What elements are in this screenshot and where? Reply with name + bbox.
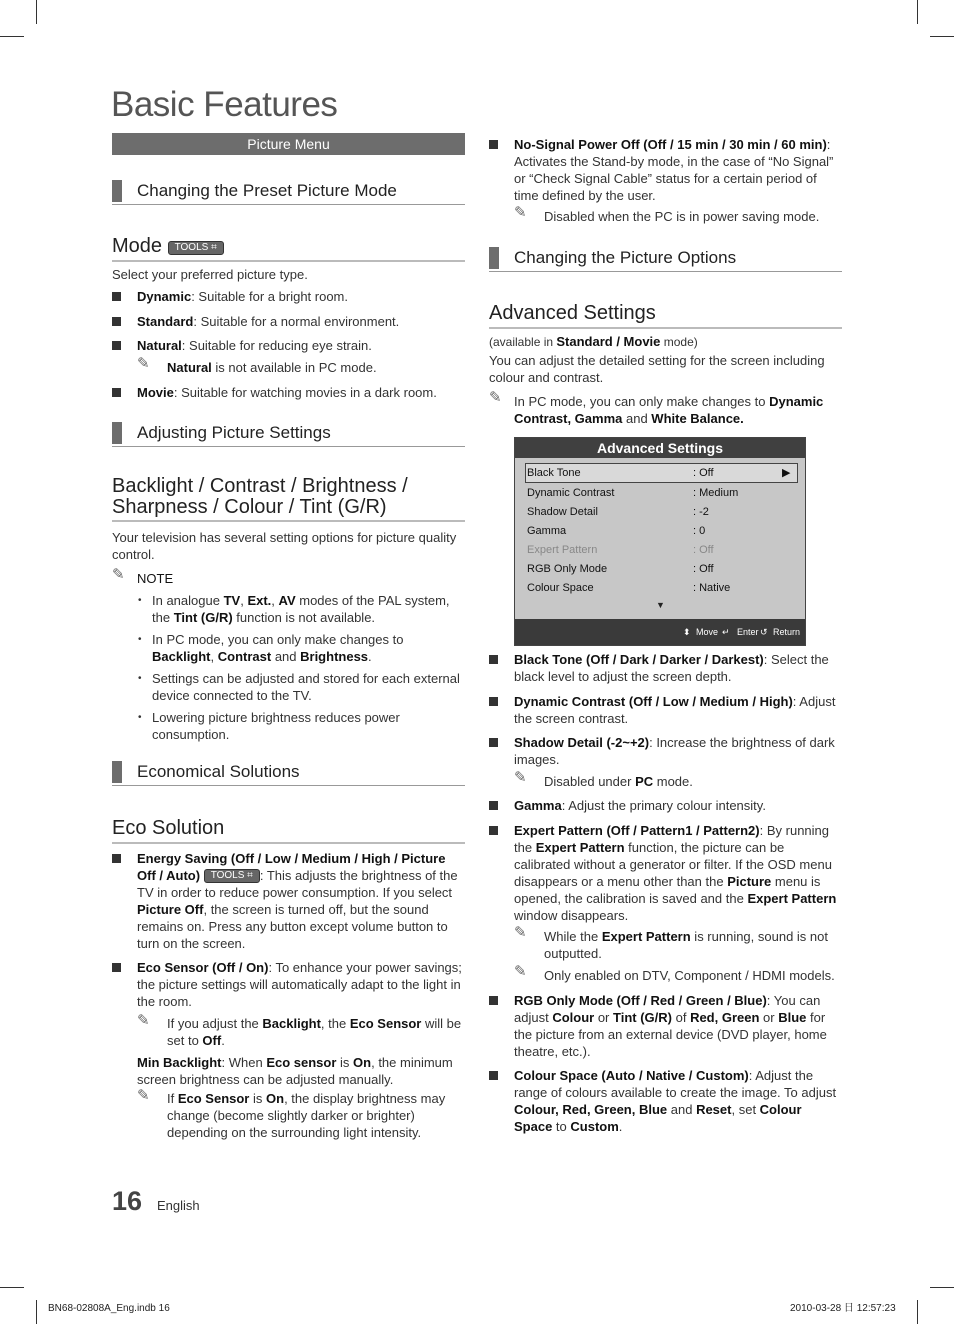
list-item: RGB Only Mode (Off / Red / Green / Blue): You can adjust Colour or Tint (G/R) of Red, Green or Blue for the picture from an external device (DVD player, home theatre, etc.). [489,992,841,1060]
pencil-note-icon: ✎ [514,204,527,221]
tools-badge: TOOLS ⌗ [168,241,224,255]
note-label: NOTE [137,571,174,586]
osd-row-rgb-only-mode[interactable]: RGB Only Mode : Off [527,563,714,575]
osd-row-gamma[interactable]: Gamma : 0 [527,525,706,537]
list-item: Dynamic Contrast (Off / Low / Medium / High): Adjust the screen contrast. [489,693,841,727]
natural-note: Natural is not available in PC mode. [167,360,377,375]
osd-title: Advanced Settings [515,438,805,458]
list-item: Colour Space (Auto / Native / Custom): Adjust the range of colours available to create the image. To adjust Colour, Red, Green, Blue and Reset, set Colour Space to Custom. [489,1067,841,1135]
scroll-down-icon[interactable]: ▼ [656,600,665,610]
shadow-note: Disabled under PC mode. [544,774,693,789]
list-item: Shadow Detail (-2~+2): Increase the brightness of dark images. [489,734,841,768]
enter-icon: ↵ [722,627,730,637]
list-item: Standard: Suitable for a normal environment. [112,313,464,330]
list-item: Eco Sensor (Off / On): To enhance your power savings; the picture settings will automatically adapt to the light in the room. [112,959,464,1010]
section-heading-backlight: Backlight / Contrast / Brightness / Sharpness / Colour / Tint (G/R) [112,476,465,522]
availability-text: (available in Standard / Movie mode) [489,334,698,349]
tools-badge: TOOLS ⌗ [204,869,260,883]
list-item: Gamma: Adjust the primary colour intensity. [489,797,841,814]
pencil-note-icon: ✎ [514,963,527,980]
eco-sensor-note: If you adjust the Backlight, the Eco Sensor will be set to Off. [167,1016,462,1048]
section-heading-eco-solution: Eco Solution [112,816,465,844]
list-item: Black Tone (Off / Dark / Darker / Darkest): Select the black level to adjust the screen depth. [489,651,841,685]
arrow-right-icon: ▶ [782,467,791,479]
advanced-settings-osd [514,437,806,646]
osd-footer: ⬍ Move ↵ Enter ↺ Return [515,619,805,645]
osd-row-expert-pattern: Expert Pattern : Off [527,544,714,556]
advanced-intro: You can adjust the detailed setting for the screen including colour and contrast. [489,353,825,385]
page-number: 16 [112,1186,143,1216]
note-item: In analogue TV, Ext., AV modes of the PAL system, the Tint (G/R) function is not available. [152,593,450,625]
note-item: Lowering picture brightness reduces power consumption. [152,710,400,742]
nosignal-note: Disabled when the PC is in power saving mode. [544,209,820,224]
note-item: In PC mode, you can only make changes to Backlight, Contrast and Brightness. [152,632,404,664]
crop-mark [930,1287,954,1288]
subheading-picture-options: Changing the Picture Options [489,247,842,272]
crop-mark [36,1300,37,1324]
pencil-note-icon: ✎ [137,1012,150,1029]
print-file-info: BN68-02808A_Eng.indb 16 [48,1303,170,1314]
backlight-intro: Your television has several setting options for picture quality control. [112,530,457,562]
list-item: Dynamic: Suitable for a bright room. [112,288,464,305]
mode-intro: Select your preferred picture type. [112,267,308,282]
page-language: English [157,1198,200,1213]
osd-row-colour-space[interactable]: Colour Space : Native [527,582,731,594]
subheading-adjusting-picture: Adjusting Picture Settings [112,422,465,447]
list-item: Movie: Suitable for watching movies in a dark room. [112,384,464,401]
expert-note-2: Only enabled on DTV, Component / HDMI models. [544,968,835,983]
pencil-note-icon: ✎ [137,355,150,372]
crop-mark [0,36,24,37]
pencil-note-icon: ✎ [489,389,502,406]
bullet-dot: • [138,634,142,645]
osd-row-dynamic-contrast[interactable]: Dynamic Contrast : Medium [527,487,739,499]
note-item: Settings can be adjusted and stored for each external device connected to the TV. [152,671,460,703]
list-item: No-Signal Power Off (Off / 15 min / 30 min / 60 min): Activates the Stand-by mode, in the case of “No Signal” or “Check Signal Cable” status for a certain period of time defined by the user. [489,136,841,204]
crop-mark [0,1287,24,1288]
print-timestamp: 2010-03-28 日 12:57:23 [790,1303,896,1314]
crop-mark [930,36,954,37]
osd-row-black-tone[interactable]: Black Tone : Off ▶ [527,467,791,479]
subheading-preset-picture-mode: Changing the Preset Picture Mode [112,180,465,205]
pencil-note-icon: ✎ [112,566,125,583]
pencil-note-icon: ✎ [514,924,527,941]
crop-mark [36,0,37,24]
crop-mark [917,0,918,24]
list-item: Expert Pattern (Off / Pattern1 / Pattern2): By running the Expert Pattern function, the picture can be calibrated without a generator or filter. If the OSD menu disappears or a menu other than the Picture menu is opened, the calibration is saved and the Expert Pattern window disappears. [489,822,841,924]
picture-menu-bar: Picture Menu [112,133,465,155]
page-title: Basic Features [111,85,338,124]
bullet-dot: • [138,712,142,723]
bullet-dot: • [138,673,142,684]
crop-mark [917,1300,918,1324]
list-item: Energy Saving (Off / Low / Medium / High / Picture Off / Auto) TOOLS ⌗ : This adjusts the brightness of the TV in order to reduce power consumption. If you select Picture Off, the screen is turned off, but the sound remains on. Press any button except volume button to turn on the screen. [112,850,464,952]
expert-note-1: While the Expert Pattern is running, sound is not outputted. [544,929,828,961]
advanced-note: In PC mode, you can only make changes to Dynamic Contrast, Gamma and White Balance. [514,394,824,426]
subheading-economical-solutions: Economical Solutions [112,761,465,786]
return-icon: ↺ [760,627,768,637]
min-backlight-text: Min Backlight: When Eco sensor is On, the minimum screen brightness can be adjusted manually. [137,1055,453,1087]
move-icon: ⬍ [683,627,691,637]
list-item: Natural: Suitable for reducing eye strain. [112,337,464,354]
section-heading-advanced-settings: Advanced Settings [489,301,842,329]
pencil-note-icon: ✎ [514,769,527,786]
bullet-dot: • [138,595,142,606]
min-backlight-note: If Eco Sensor is On, the display brightness may change (become slightly darker or brighter) depending on the surrounding light intensity. [167,1091,446,1140]
section-heading-mode: Mode TOOLS ⌗ [112,234,465,262]
pencil-note-icon: ✎ [137,1087,150,1104]
osd-row-shadow-detail[interactable]: Shadow Detail : -2 [527,506,709,518]
